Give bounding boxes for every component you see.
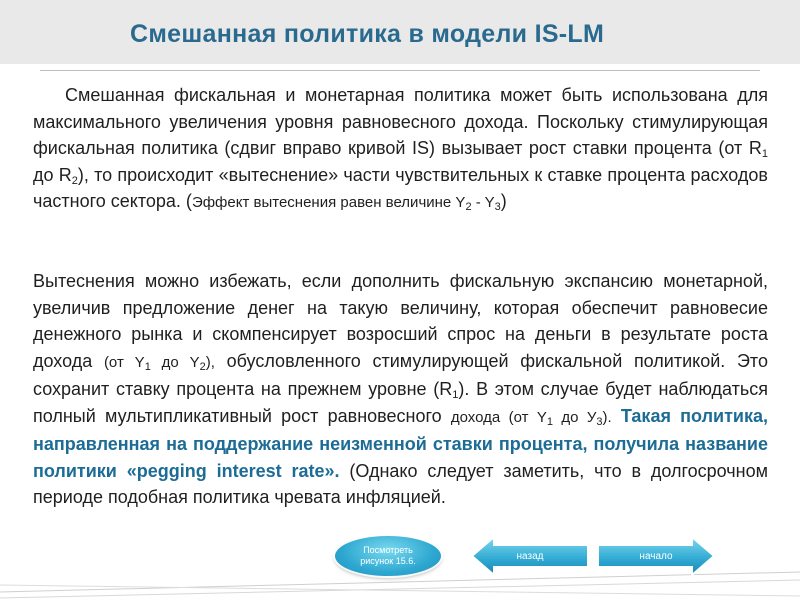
paragraph-pegging bbox=[33, 268, 768, 511]
subscript: 3 bbox=[596, 415, 603, 428]
divider bbox=[40, 70, 760, 71]
text-segment: Смешанная фискальная и монетарная политика может быть использована для максимального увеличения уровня равновесного дохода. Поскольку стимулирующая фискальная политика (сдвиг вправо кривой IS) вызывает рост ставки процента (от R bbox=[33, 85, 768, 158]
start-label: начало bbox=[639, 550, 673, 562]
page-title: Смешанная политика в модели IS-LM bbox=[130, 20, 605, 48]
text-segment: (Однако следует заметить, что в долгосрочном периоде подобная политика чревата инфляцией. bbox=[33, 460, 768, 507]
subscript: 2 bbox=[199, 360, 206, 373]
view-figure-label-1: Посмотреть bbox=[363, 545, 413, 555]
text-segment: ). В этом случае будет наблюдаться полный мультипликативный рост равновесного bbox=[33, 379, 769, 426]
text-segment: до Y bbox=[150, 353, 200, 371]
text-segment: ), bbox=[205, 353, 215, 371]
text-segment: ) bbox=[500, 191, 507, 211]
subscript: 2 bbox=[465, 201, 472, 213]
back-label: назад bbox=[516, 550, 544, 562]
text-segment: Вытеснения можно избежать, если дополнить фискальную экспансию монетарной, увеличив предложение денег на такую величину, которая обеспечит равновесие денежного рынка и скомпенсирует возросший спрос на деньги в результате роста дохода bbox=[33, 271, 768, 371]
subscript: 1 bbox=[144, 360, 151, 373]
text-segment: (от Y bbox=[103, 353, 145, 371]
subscript: 3 bbox=[494, 201, 501, 213]
text-segment: до У bbox=[553, 408, 597, 426]
start-button[interactable] bbox=[596, 535, 716, 577]
text-segment: Эффект вытеснения равен величине Y bbox=[191, 194, 466, 211]
text-segment: дохода (от Y bbox=[450, 408, 547, 426]
subscript: 2 bbox=[71, 174, 78, 187]
view-figure-button[interactable] bbox=[335, 536, 441, 576]
text-segment: - Y bbox=[471, 194, 495, 211]
text-segment: до R bbox=[33, 164, 72, 185]
subscript: 1 bbox=[761, 148, 768, 160]
subscript: 1 bbox=[546, 415, 553, 428]
text-segment: обусловленного стимулирующей фискальной политикой. Это сохранит ставку процента на прежнем уровне (R bbox=[33, 350, 768, 399]
paragraph-crowding-out bbox=[33, 82, 768, 217]
text-segment: ). bbox=[602, 408, 612, 426]
text-segment: ), то происходит «вытеснение» части чувствительных к ставке процента расходов частного сектора. ( bbox=[33, 164, 768, 211]
highlighted-text: Такая политика, направленная на поддержание неизменной ставки процента, получила название политики «pegging interest rate». bbox=[33, 405, 768, 481]
view-figure-label-2: рисунок 15.6. bbox=[360, 556, 416, 566]
subscript: 1 bbox=[452, 389, 459, 401]
back-button[interactable] bbox=[470, 535, 590, 577]
